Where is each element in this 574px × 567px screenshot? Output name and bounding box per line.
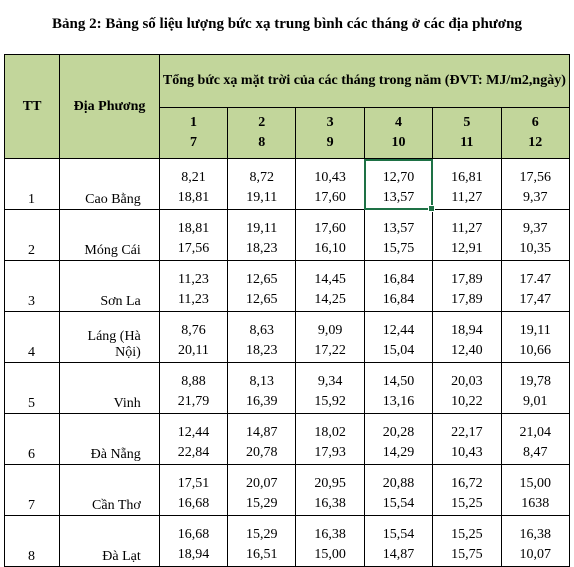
value-bottom: 11,27: [451, 190, 483, 205]
value-bottom: 15,29: [246, 496, 278, 511]
cell-value[interactable]: [433, 261, 501, 312]
table-row: [5, 312, 570, 363]
cell-value[interactable]: [433, 210, 501, 261]
cell-value[interactable]: [296, 465, 364, 516]
value-bottom: 12,91: [451, 241, 483, 256]
cell-value[interactable]: [501, 159, 570, 210]
value-top: 8,13: [249, 374, 275, 389]
cell-value[interactable]: [433, 312, 501, 363]
value-top: 20,95: [314, 476, 346, 491]
value-bottom: 18,94: [177, 547, 210, 562]
value-bottom: 21,79: [177, 394, 210, 409]
header-month-pair[interactable]: [501, 108, 570, 159]
month-top: 1: [189, 115, 197, 130]
value-top: 12,44: [382, 323, 415, 338]
value-bottom: 15,75: [382, 241, 415, 256]
header-month-pair[interactable]: [159, 108, 227, 159]
value-bottom: 20,11: [177, 343, 209, 358]
value-top: 17.47: [519, 272, 551, 287]
value-top: 20,88: [382, 476, 415, 491]
month-top: 5: [463, 115, 471, 130]
value-top: 22,17: [451, 425, 483, 440]
value-bottom: 10,43: [451, 445, 483, 460]
value-top: 21,04: [519, 425, 551, 440]
cell-value[interactable]: [228, 465, 296, 516]
header-group[interactable]: Tổng bức xạ mặt trời của các tháng trong năm (ĐVT: MJ/m2,ngày): [159, 55, 569, 108]
value-bottom: 14,25: [314, 292, 346, 307]
value-bottom: 16,84: [382, 292, 415, 307]
cell-place[interactable]: Cao Bằng: [60, 159, 160, 210]
value-top: 15,29: [246, 527, 278, 542]
value-bottom: 16,51: [246, 547, 278, 562]
value-top: 14,50: [382, 374, 415, 389]
value-top: 8,72: [249, 170, 275, 185]
value-top: 15,00: [519, 476, 551, 491]
month-top: 2: [258, 115, 266, 130]
value-top: 16,81: [451, 170, 483, 185]
value-top: 9,34: [317, 374, 343, 389]
value-bottom: 18,81: [177, 190, 210, 205]
cell-value[interactable]: [364, 465, 432, 516]
value-top: 8,63: [249, 323, 275, 338]
month-bottom: 7: [189, 135, 197, 150]
month-top: 3: [326, 115, 334, 130]
header-month-pair[interactable]: [433, 108, 501, 159]
value-top: 16,68: [177, 527, 210, 542]
cell-tt[interactable]: 2: [5, 210, 60, 261]
cell-place[interactable]: Sơn La: [60, 261, 160, 312]
value-bottom: 15,25: [451, 496, 483, 511]
cell-place[interactable]: Vinh: [60, 363, 160, 414]
table-row: [5, 159, 570, 210]
cell-tt[interactable]: 4: [5, 312, 60, 363]
cell-tt[interactable]: 3: [5, 261, 60, 312]
cell-value[interactable]: [228, 312, 296, 363]
value-top: 13,57: [382, 221, 415, 236]
cell-value[interactable]: [433, 363, 501, 414]
month-bottom: 9: [326, 135, 334, 150]
header-tt[interactable]: TT: [5, 55, 60, 159]
value-bottom: 16,10: [314, 241, 346, 256]
value-top: 16,84: [382, 272, 415, 287]
cell-value[interactable]: [364, 516, 432, 567]
cell-value[interactable]: [159, 159, 227, 210]
value-bottom: 13,57: [382, 190, 415, 205]
value-bottom: 16,38: [314, 496, 346, 511]
value-top: 15,25: [451, 527, 483, 542]
cell-value[interactable]: [159, 312, 227, 363]
table-row: [5, 363, 570, 414]
header-place[interactable]: Địa Phương: [60, 55, 160, 159]
value-top: 18,02: [314, 425, 346, 440]
cell-value[interactable]: [364, 312, 432, 363]
value-top: 10,43: [314, 170, 346, 185]
value-bottom: 10,66: [519, 343, 551, 358]
cell-value-selected[interactable]: [364, 159, 432, 210]
value-top: 14,45: [314, 272, 346, 287]
table-row: [5, 465, 570, 516]
header-month-pair[interactable]: [228, 108, 296, 159]
value-bottom: 14,29: [382, 445, 415, 460]
value-bottom: 15,00: [314, 547, 346, 562]
cell-value[interactable]: [296, 312, 364, 363]
value-top: 9,09: [317, 323, 343, 338]
cell-value[interactable]: [433, 159, 501, 210]
cell-value[interactable]: [296, 261, 364, 312]
value-bottom: 17,60: [314, 190, 346, 205]
table-row: [5, 210, 570, 261]
value-bottom: 15,92: [314, 394, 346, 409]
table-row: [5, 516, 570, 567]
cell-value[interactable]: [501, 516, 570, 567]
cell-value[interactable]: [296, 414, 364, 465]
cell-value[interactable]: [159, 516, 227, 567]
value-bottom: 12,40: [451, 343, 483, 358]
cell-tt[interactable]: 1: [5, 159, 60, 210]
month-bottom: 11: [460, 135, 474, 150]
value-top: 19,78: [519, 374, 551, 389]
value-bottom: 18,23: [246, 343, 278, 358]
value-bottom: 10,35: [519, 241, 551, 256]
cell-value[interactable]: [364, 414, 432, 465]
header-month-pair[interactable]: [364, 108, 432, 159]
value-bottom: 8,47: [523, 445, 548, 460]
value-top: 16,72: [451, 476, 483, 491]
cell-value[interactable]: [433, 516, 501, 567]
value-bottom: 15,75: [451, 547, 483, 562]
value-top: 12,65: [246, 272, 278, 287]
cell-value[interactable]: [228, 516, 296, 567]
cell-value[interactable]: [296, 210, 364, 261]
cell-place[interactable]: Cần Thơ: [60, 465, 160, 516]
cell-value[interactable]: [364, 261, 432, 312]
value-bottom: 16,68: [177, 496, 210, 511]
value-bottom: 14,87: [382, 547, 415, 562]
value-top: 17,51: [177, 476, 210, 491]
month-bottom: 8: [258, 135, 266, 150]
cell-tt[interactable]: 6: [5, 414, 60, 465]
value-bottom: 16,39: [246, 394, 278, 409]
cell-value[interactable]: [433, 465, 501, 516]
month-bottom: 10: [391, 135, 406, 150]
value-bottom: 10,22: [451, 394, 483, 409]
value-top: 8,21: [181, 170, 206, 185]
cell-tt[interactable]: 5: [5, 363, 60, 414]
cell-value[interactable]: [501, 210, 570, 261]
month-top: 4: [394, 115, 402, 130]
cell-value[interactable]: [159, 210, 227, 261]
cell-value[interactable]: [228, 414, 296, 465]
value-top: 14,87: [246, 425, 278, 440]
value-top: 19,11: [519, 323, 551, 338]
value-bottom: 17,47: [519, 292, 551, 307]
value-bottom: 9,01: [523, 394, 548, 409]
value-top: 8,88: [181, 374, 206, 389]
cell-value[interactable]: [364, 210, 432, 261]
value-bottom: 1638: [521, 496, 550, 511]
cell-place[interactable]: Đà Nẵng: [60, 414, 160, 465]
value-bottom: 22,84: [177, 445, 210, 460]
cell-value[interactable]: [159, 261, 227, 312]
cell-value[interactable]: [501, 261, 570, 312]
value-top: 11,27: [451, 221, 483, 236]
value-top: 20,03: [451, 374, 483, 389]
cell-value[interactable]: [228, 261, 296, 312]
cell-value[interactable]: [228, 210, 296, 261]
cell-value[interactable]: [159, 363, 227, 414]
cell-value[interactable]: [501, 312, 570, 363]
value-bottom: 17,93: [314, 445, 346, 460]
value-bottom: 17,56: [177, 241, 210, 256]
cell-value[interactable]: [501, 414, 570, 465]
value-bottom: 15,54: [382, 496, 415, 511]
value-top: 18,94: [451, 323, 483, 338]
value-top: 17,60: [314, 221, 346, 236]
value-bottom: 20,78: [246, 445, 278, 460]
cell-value[interactable]: [159, 414, 227, 465]
value-bottom: 18,23: [246, 241, 278, 256]
radiation-table: [4, 54, 570, 567]
value-top: 19,11: [246, 221, 278, 236]
cell-place[interactable]: Đà Lạt: [60, 516, 160, 567]
cell-value[interactable]: [364, 363, 432, 414]
value-bottom: 10,07: [519, 547, 551, 562]
cell-value[interactable]: [296, 159, 364, 210]
value-top: 9,37: [523, 221, 548, 236]
value-top: 11,23: [177, 272, 209, 287]
month-bottom: 12: [528, 135, 543, 150]
cell-value[interactable]: [501, 363, 570, 414]
cell-value[interactable]: [296, 516, 364, 567]
value-top: 12,44: [177, 425, 210, 440]
cell-value[interactable]: [228, 159, 296, 210]
table-row: [5, 414, 570, 465]
value-top: 20,28: [382, 425, 415, 440]
value-top: 20,07: [246, 476, 278, 491]
value-bottom: 17,22: [314, 343, 346, 358]
value-top: 17,89: [451, 272, 483, 287]
cell-tt[interactable]: 8: [5, 516, 60, 567]
table-caption: Bảng 2: Bảng số liệu lượng bức xạ trung bình các tháng ở các địa phương: [52, 16, 522, 32]
cell-value[interactable]: [296, 363, 364, 414]
cell-value[interactable]: [501, 465, 570, 516]
value-top: 15,54: [382, 527, 415, 542]
value-top: 12,70: [382, 170, 415, 185]
value-bottom: 9,37: [523, 190, 548, 205]
month-top: 6: [531, 115, 539, 130]
header-month-pair[interactable]: [296, 108, 364, 159]
value-bottom: 17,89: [451, 292, 483, 307]
cell-place[interactable]: Láng (Hà Nội): [60, 312, 160, 363]
table-row: [5, 261, 570, 312]
cell-value[interactable]: [228, 363, 296, 414]
value-top: 18,81: [177, 221, 210, 236]
value-bottom: 11,23: [177, 292, 209, 307]
value-bottom: 15,04: [382, 343, 415, 358]
cell-place[interactable]: Móng Cái: [60, 210, 160, 261]
value-top: 16,38: [314, 527, 346, 542]
cell-value[interactable]: [433, 414, 501, 465]
cell-value[interactable]: [159, 465, 227, 516]
value-bottom: 19,11: [246, 190, 278, 205]
cell-tt[interactable]: 7: [5, 465, 60, 516]
value-bottom: 12,65: [246, 292, 278, 307]
value-top: 8,76: [181, 323, 206, 338]
value-bottom: 13,16: [382, 394, 415, 409]
value-top: 17,56: [519, 170, 551, 185]
value-top: 16,38: [519, 527, 551, 542]
